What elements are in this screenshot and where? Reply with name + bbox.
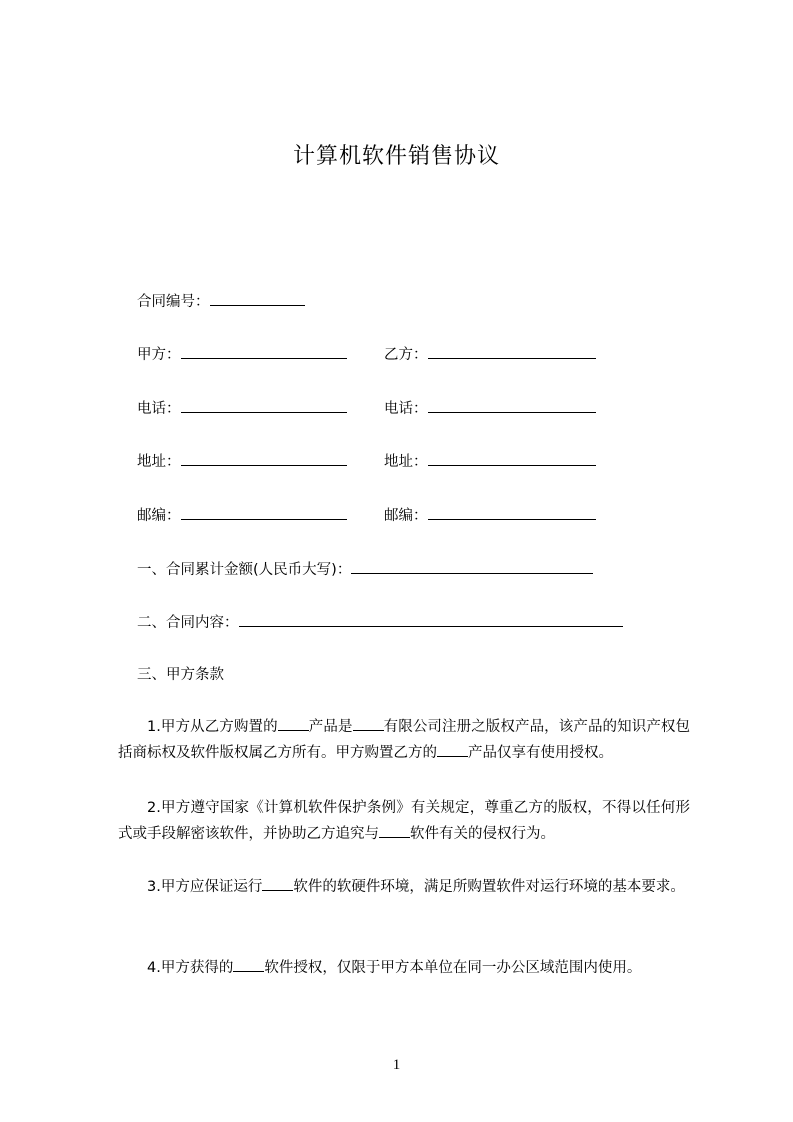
party-a-label: 甲方： bbox=[137, 347, 181, 363]
content-blank[interactable] bbox=[239, 613, 623, 627]
clause-text: 甲方遵守国家《计算机软件保护条例》有关规定，尊重乙方的版权，不得以任何形式或手段解密该软件，并协助乙方追究与 bbox=[118, 800, 690, 842]
phone-a-blank[interactable] bbox=[181, 399, 347, 413]
amount-label: 一、合同累计金额(人民币大写)： bbox=[137, 562, 352, 578]
address-a-label: 地址： bbox=[137, 454, 181, 470]
clause-text: 甲方从乙方购置的 bbox=[160, 719, 278, 735]
party-a-terms-heading: 三、甲方条款 bbox=[137, 667, 224, 683]
clause-2 bbox=[118, 795, 690, 847]
clause-1 bbox=[118, 714, 690, 766]
postcode-b-label: 邮编： bbox=[384, 508, 428, 524]
clause-4 bbox=[118, 955, 690, 981]
amount-row bbox=[137, 560, 593, 580]
page-number: 1 bbox=[392, 1057, 401, 1073]
clause-3 bbox=[118, 874, 690, 900]
phone-b-row bbox=[384, 399, 596, 419]
address-b-row bbox=[384, 452, 596, 472]
clause-blank[interactable] bbox=[379, 824, 410, 838]
postcode-b-blank[interactable] bbox=[428, 506, 596, 520]
clause-blank[interactable] bbox=[233, 958, 264, 972]
postcode-a-row bbox=[137, 506, 347, 526]
clause-number: 3. bbox=[147, 879, 161, 895]
party-b-label: 乙方： bbox=[384, 347, 428, 363]
phone-b-label: 电话： bbox=[384, 401, 428, 417]
phone-a-row bbox=[137, 399, 347, 419]
postcode-b-row bbox=[384, 506, 596, 526]
clause-blank[interactable] bbox=[278, 717, 309, 731]
content-row bbox=[137, 613, 623, 633]
address-a-row bbox=[137, 452, 347, 472]
phone-b-blank[interactable] bbox=[428, 399, 596, 413]
postcode-a-label: 邮编： bbox=[137, 508, 181, 524]
clause-text: 甲方获得的 bbox=[160, 960, 234, 976]
address-b-label: 地址： bbox=[384, 454, 428, 470]
amount-blank[interactable] bbox=[351, 560, 593, 574]
clause-text: 产品仅享有使用授权。 bbox=[468, 745, 613, 761]
address-a-blank[interactable] bbox=[181, 452, 347, 466]
clause-number: 2. bbox=[147, 800, 161, 816]
clause-number: 1. bbox=[147, 719, 161, 735]
clause-blank[interactable] bbox=[437, 743, 468, 757]
postcode-a-blank[interactable] bbox=[181, 506, 347, 520]
address-b-blank[interactable] bbox=[428, 452, 596, 466]
phone-a-label: 电话： bbox=[137, 401, 181, 417]
party-a-blank[interactable] bbox=[181, 345, 347, 359]
contract-number-label: 合同编号： bbox=[137, 294, 210, 310]
clause-text: 甲方应保证运行 bbox=[160, 879, 263, 895]
clause-text: 有限公司注册之版权产品，该产品的知识产权包括商标权及软件版权属乙方所有。甲方购置乙方的 bbox=[118, 719, 691, 761]
clause-blank[interactable] bbox=[353, 717, 384, 731]
content-label: 二、合同内容： bbox=[137, 615, 239, 631]
contract-number-row bbox=[137, 292, 305, 312]
contract-number-blank[interactable] bbox=[210, 292, 305, 306]
clause-text: 软件的软硬件环境，满足所购置软件对运行环境的基本要求。 bbox=[293, 879, 685, 895]
clause-number: 4. bbox=[147, 960, 161, 976]
clause-blank[interactable] bbox=[262, 877, 293, 891]
party-a-row bbox=[137, 345, 347, 365]
party-b-blank[interactable] bbox=[428, 345, 596, 359]
clause-text: 产品是 bbox=[308, 719, 353, 735]
party-b-row bbox=[384, 345, 596, 365]
clause-text: 软件授权，仅限于甲方本单位在同一办公区域范围内使用。 bbox=[264, 960, 642, 976]
document-title: 计算机软件销售协议 bbox=[292, 144, 500, 169]
clause-text: 软件有关的侵权行为。 bbox=[410, 826, 555, 842]
